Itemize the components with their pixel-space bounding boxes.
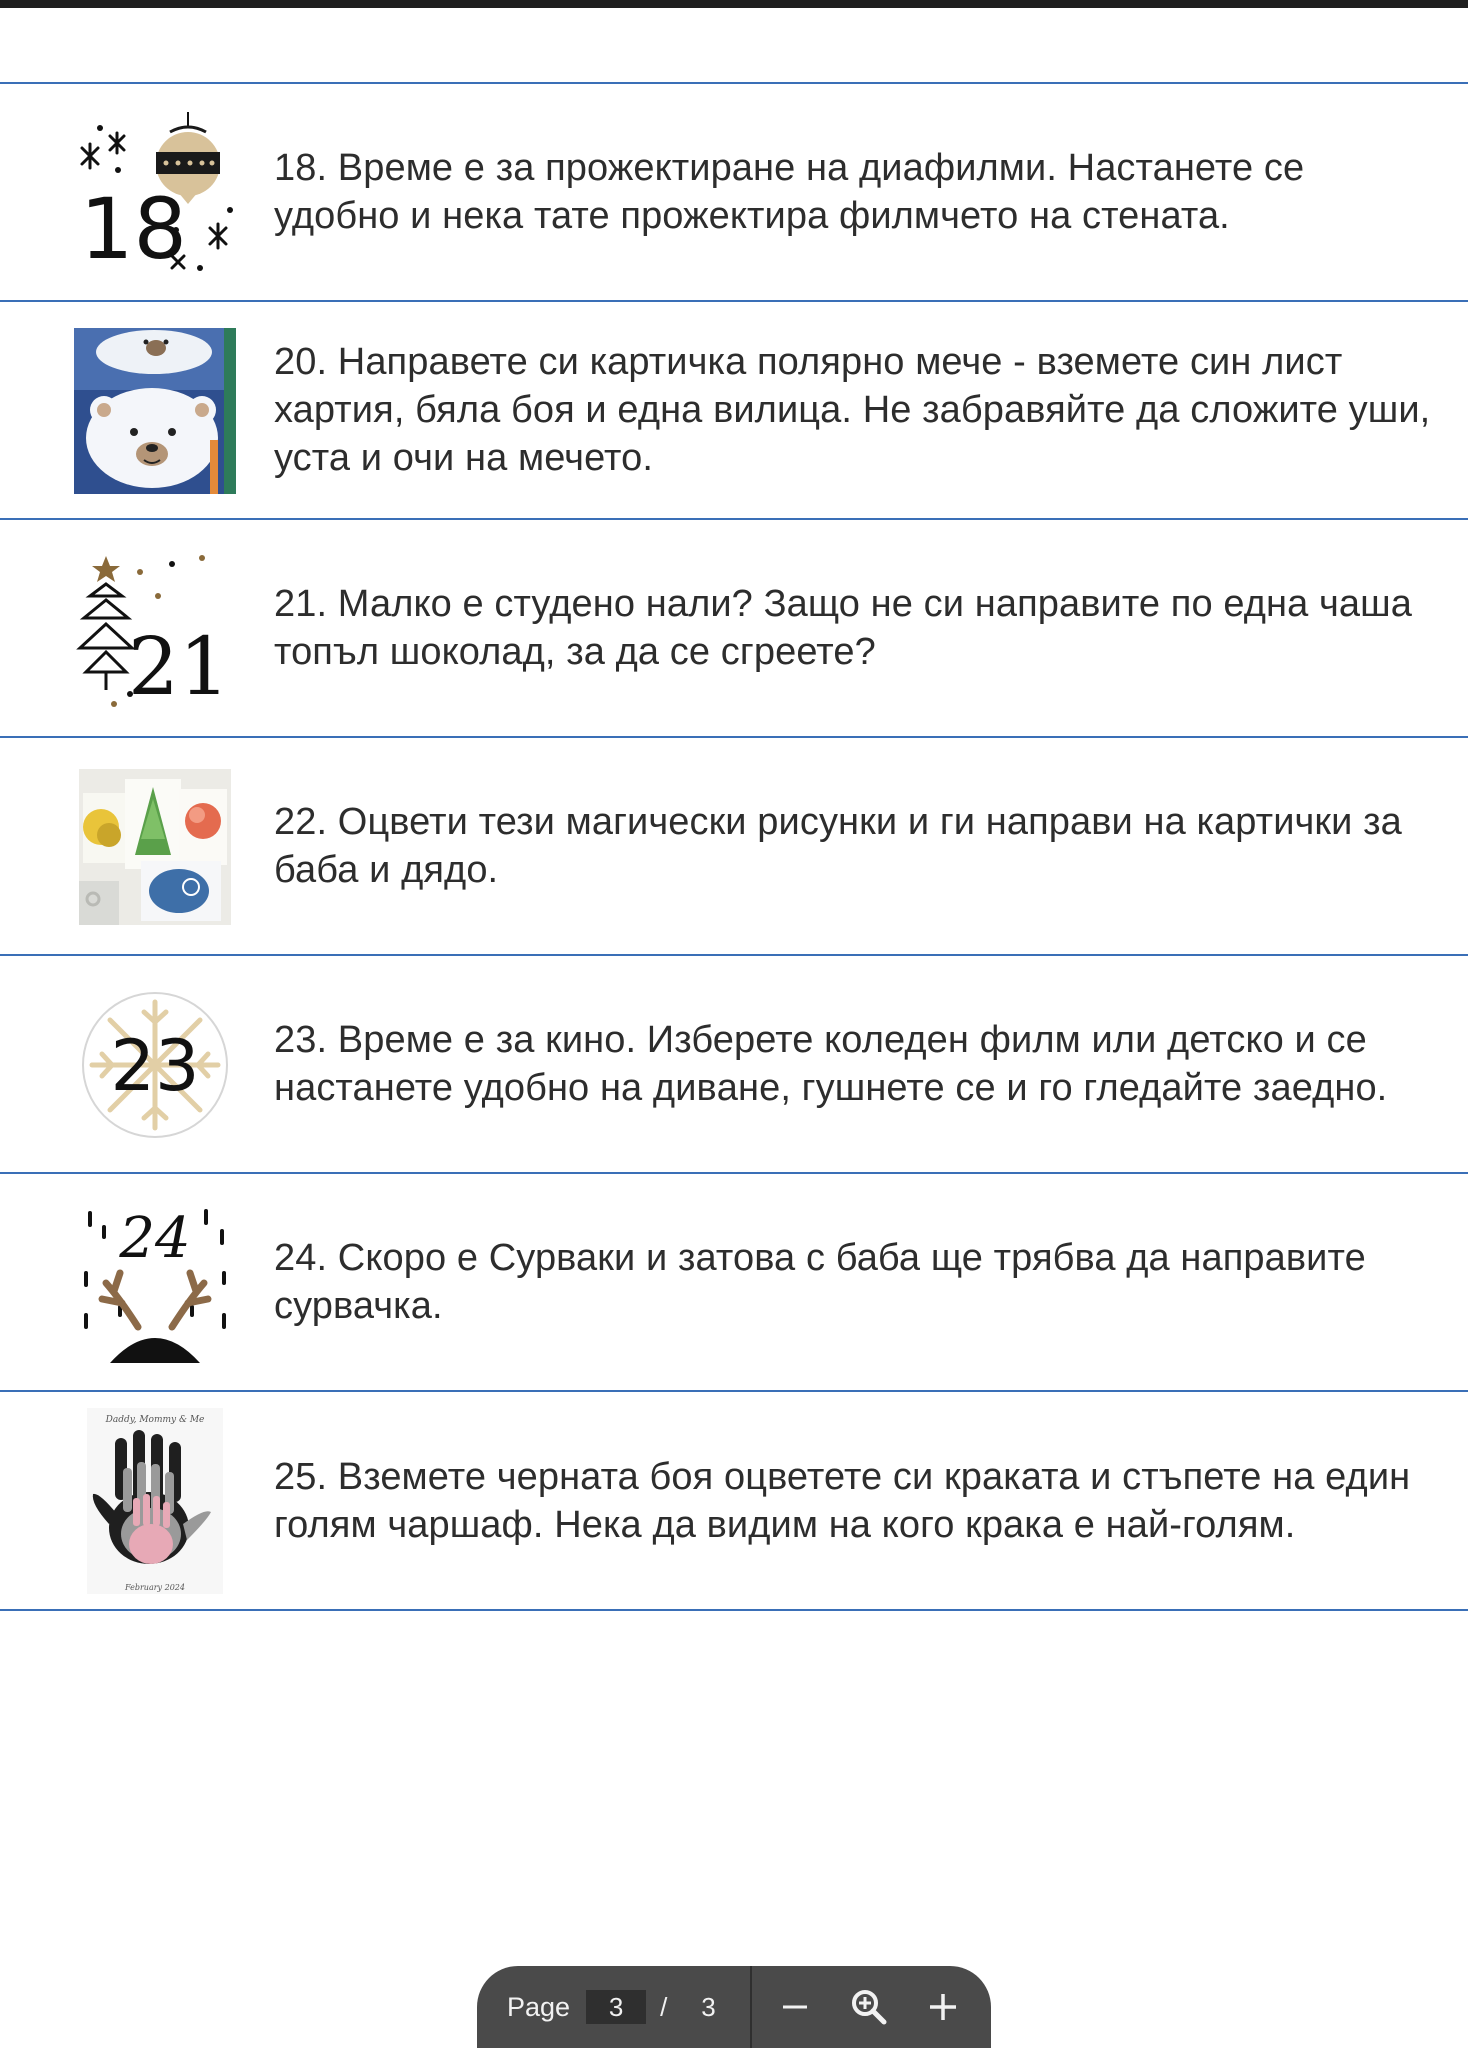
pdf-toolbar [477,1966,991,2048]
list-item [0,518,1468,736]
day-21-image [70,544,240,714]
toolbar-divider [750,1966,752,2048]
day-23-image [70,980,240,1150]
activity-text: 18. Време е за прожектиране на диафилми. Настанете се удобно и нека тате прожектира филмчето на стената. [274,147,1305,237]
activity-text: 22. Оцвети тези магически рисунки и ги направи на картички за баба и дядо. [274,801,1402,891]
activity-text: 24. Скоро е Сурваки и затова с баба ще трябва да направите сурвачка. [274,1237,1366,1327]
list-item [0,82,1468,300]
day-21-label: 21 [128,620,230,713]
day-23-label: 23 [110,1025,200,1107]
list-item [0,1390,1468,1611]
polar-bear-card-image [70,326,240,496]
activity-text: 25. Вземете черната боя оцветете си краката и стъпете на един голям чаршаф. Нека да видим на кого крака е най-голям. [274,1455,1411,1546]
page-number-input[interactable] [586,1990,646,2024]
day-24-image [70,1198,240,1368]
day-18-image [70,108,240,278]
zoom-fit-button[interactable] [832,1966,906,2048]
page-separator: / [660,1991,668,2022]
top-bar [0,0,1468,8]
zoom-out-button[interactable] [758,1966,832,2048]
handprint-image [70,1415,240,1592]
activity-text: 23. Време е за кино. Изберете коледен филм или детско и се настанете удобно на дивaне, гушнете се и го гледайте заедно. [274,1019,1388,1109]
list-item [0,1172,1468,1390]
handprint-top-label: Daddy, Mommy & Me [105,1415,205,1425]
total-pages: 3 [701,1991,716,2022]
day-18-label: 18 [80,180,187,278]
day-24-label: 24 [119,1206,191,1271]
list-item [0,736,1468,954]
handprint-bottom-label: February 2024 [125,1583,185,1592]
minus-icon [780,1992,810,2022]
page-label: Page [507,1991,571,2022]
activity-text: 20. Направете си картичка полярно мече - вземете син лист хартия, бяла боя и една вилица. Не забравяйте да сложите уши, уста и очи на мечето. [274,341,1431,479]
activity-text: 21. Малко е студено нали? Защо не си направите по една чаша топъл шоколад, за да се сгреете? [274,583,1412,673]
zoom-icon [850,1988,888,2026]
plus-icon [927,1991,959,2023]
magic-drawings-image [70,762,240,932]
activity-list [0,82,1468,1611]
list-item [0,300,1468,518]
zoom-in-button[interactable] [906,1966,980,2048]
list-item [0,954,1468,1172]
